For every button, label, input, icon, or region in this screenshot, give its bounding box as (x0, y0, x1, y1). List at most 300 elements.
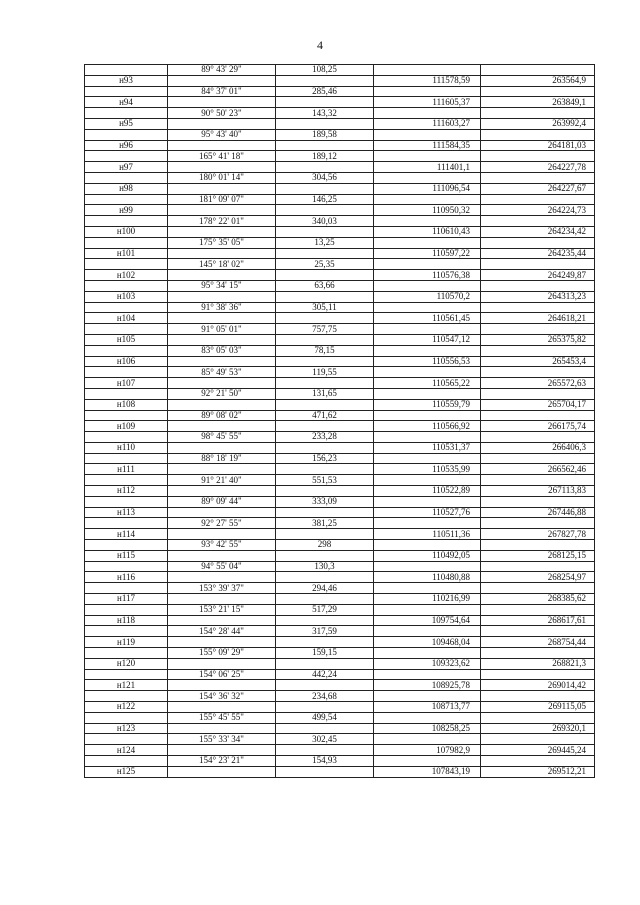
point-name-cell (85, 712, 168, 723)
direction-angle-cell: 94° 55' 04" (168, 561, 276, 572)
y-coordinate-cell (481, 540, 595, 551)
x-coordinate-cell (374, 151, 481, 162)
y-coordinate-cell (481, 432, 595, 443)
distance-cell (276, 270, 374, 281)
x-coordinate-cell: 111603,27 (374, 118, 481, 129)
y-coordinate-cell: 269512,21 (481, 766, 595, 777)
y-coordinate-cell (481, 108, 595, 119)
y-coordinate-cell (481, 237, 595, 248)
direction-angle-cell: 89° 09' 44" (168, 496, 276, 507)
y-coordinate-cell (481, 367, 595, 378)
direction-angle-cell: 92° 21' 50" (168, 388, 276, 399)
distance-cell: 317,59 (276, 626, 374, 637)
point-name-cell: н96 (85, 140, 168, 151)
table-row (85, 151, 595, 162)
distance-cell: 294,46 (276, 583, 374, 594)
direction-angle-cell: 155° 09' 29" (168, 648, 276, 659)
table-row (85, 324, 595, 335)
table-row (85, 529, 595, 540)
distance-cell: 189,58 (276, 129, 374, 140)
x-coordinate-cell (374, 302, 481, 313)
direction-angle-cell: 95° 34' 15" (168, 280, 276, 291)
point-name-cell: н124 (85, 745, 168, 756)
distance-cell: 154,93 (276, 756, 374, 767)
distance-cell (276, 421, 374, 432)
y-coordinate-cell: 265704,17 (481, 399, 595, 410)
table-row (85, 388, 595, 399)
distance-cell: 119,55 (276, 367, 374, 378)
x-coordinate-cell (374, 453, 481, 464)
distance-cell (276, 766, 374, 777)
x-coordinate-cell (374, 691, 481, 702)
x-coordinate-cell: 111584,35 (374, 140, 481, 151)
x-coordinate-cell (374, 604, 481, 615)
x-coordinate-cell: 109468,04 (374, 637, 481, 648)
table-row (85, 75, 595, 86)
x-coordinate-cell: 110559,79 (374, 399, 481, 410)
point-name-cell: н97 (85, 162, 168, 173)
x-coordinate-cell (374, 583, 481, 594)
y-coordinate-cell: 264224,73 (481, 205, 595, 216)
point-name-cell (85, 345, 168, 356)
direction-angle-cell: 88° 18' 19" (168, 453, 276, 464)
distance-cell: 108,25 (276, 65, 374, 76)
distance-cell: 305,11 (276, 302, 374, 313)
distance-cell (276, 226, 374, 237)
x-coordinate-cell (374, 475, 481, 486)
distance-cell (276, 205, 374, 216)
x-coordinate-cell (374, 345, 481, 356)
y-coordinate-cell: 268254,97 (481, 572, 595, 583)
table-row (85, 712, 595, 723)
direction-angle-cell: 155° 45' 55" (168, 712, 276, 723)
table-row (85, 658, 595, 669)
x-coordinate-cell: 110561,45 (374, 313, 481, 324)
table-row (85, 140, 595, 151)
x-coordinate-cell (374, 540, 481, 551)
direction-angle-cell: 89° 08' 02" (168, 410, 276, 421)
table-row (85, 669, 595, 680)
y-coordinate-cell (481, 583, 595, 594)
distance-cell: 340,03 (276, 216, 374, 227)
direction-angle-cell: 85° 49' 53" (168, 367, 276, 378)
direction-angle-cell (168, 205, 276, 216)
point-name-cell: н113 (85, 507, 168, 518)
direction-angle-cell (168, 356, 276, 367)
point-name-cell: н117 (85, 594, 168, 605)
direction-angle-cell (168, 313, 276, 324)
x-coordinate-cell: 107982,9 (374, 745, 481, 756)
distance-cell: 156,23 (276, 453, 374, 464)
x-coordinate-cell: 111401,1 (374, 162, 481, 173)
table-row (85, 410, 595, 421)
point-name-cell: н93 (85, 75, 168, 86)
distance-cell: 285,46 (276, 86, 374, 97)
direction-angle-cell (168, 572, 276, 583)
y-coordinate-cell (481, 151, 595, 162)
y-coordinate-cell: 264235,44 (481, 248, 595, 259)
distance-cell: 471,62 (276, 410, 374, 421)
direction-angle-cell (168, 421, 276, 432)
point-name-cell (85, 669, 168, 680)
y-coordinate-cell: 268385,62 (481, 594, 595, 605)
table-row (85, 766, 595, 777)
y-coordinate-cell (481, 345, 595, 356)
y-coordinate-cell: 269445,24 (481, 745, 595, 756)
table-row (85, 129, 595, 140)
table-row (85, 291, 595, 302)
table-row (85, 496, 595, 507)
point-name-cell (85, 216, 168, 227)
direction-angle-cell: 154° 23' 21" (168, 756, 276, 767)
table-row (85, 550, 595, 561)
x-coordinate-cell: 110547,12 (374, 334, 481, 345)
distance-cell: 302,45 (276, 734, 374, 745)
direction-angle-cell (168, 334, 276, 345)
x-coordinate-cell: 110531,37 (374, 442, 481, 453)
coordinates-table (84, 64, 595, 778)
point-name-cell: н123 (85, 723, 168, 734)
table-row (85, 248, 595, 259)
table-row (85, 432, 595, 443)
table-row (85, 680, 595, 691)
y-coordinate-cell: 268754,44 (481, 637, 595, 648)
table-row (85, 280, 595, 291)
distance-cell: 298 (276, 540, 374, 551)
y-coordinate-cell: 268617,61 (481, 615, 595, 626)
table-row (85, 464, 595, 475)
distance-cell (276, 118, 374, 129)
distance-cell (276, 162, 374, 173)
point-name-cell (85, 259, 168, 270)
y-coordinate-cell (481, 691, 595, 702)
y-coordinate-cell: 264618,21 (481, 313, 595, 324)
point-name-cell (85, 172, 168, 183)
point-name-cell: н119 (85, 637, 168, 648)
point-name-cell: н110 (85, 442, 168, 453)
y-coordinate-cell: 268125,15 (481, 550, 595, 561)
direction-angle-cell (168, 97, 276, 108)
table-row (85, 313, 595, 324)
x-coordinate-cell (374, 65, 481, 76)
table-row (85, 183, 595, 194)
distance-cell (276, 291, 374, 302)
point-name-cell: н116 (85, 572, 168, 583)
y-coordinate-cell (481, 86, 595, 97)
point-name-cell (85, 129, 168, 140)
distance-cell (276, 529, 374, 540)
direction-angle-cell: 90° 50' 23" (168, 108, 276, 119)
y-coordinate-cell: 264249,87 (481, 270, 595, 281)
distance-cell: 143,32 (276, 108, 374, 119)
point-name-cell (85, 388, 168, 399)
distance-cell (276, 723, 374, 734)
table-row (85, 453, 595, 464)
x-coordinate-cell: 108925,78 (374, 680, 481, 691)
point-name-cell: н99 (85, 205, 168, 216)
x-coordinate-cell: 110527,76 (374, 507, 481, 518)
point-name-cell: н118 (85, 615, 168, 626)
point-name-cell: н95 (85, 118, 168, 129)
y-coordinate-cell (481, 410, 595, 421)
distance-cell (276, 313, 374, 324)
point-name-cell (85, 561, 168, 572)
distance-cell (276, 97, 374, 108)
distance-cell: 304,56 (276, 172, 374, 183)
y-coordinate-cell: 266562,46 (481, 464, 595, 475)
distance-cell (276, 334, 374, 345)
distance-cell (276, 248, 374, 259)
point-name-cell (85, 194, 168, 205)
y-coordinate-cell: 264227,67 (481, 183, 595, 194)
point-name-cell (85, 496, 168, 507)
y-coordinate-cell (481, 496, 595, 507)
direction-angle-cell (168, 226, 276, 237)
distance-cell: 25,35 (276, 259, 374, 270)
x-coordinate-cell (374, 216, 481, 227)
y-coordinate-cell (481, 388, 595, 399)
y-coordinate-cell (481, 216, 595, 227)
x-coordinate-cell (374, 410, 481, 421)
y-coordinate-cell: 267113,83 (481, 486, 595, 497)
table-row (85, 118, 595, 129)
direction-angle-cell: 155° 33' 34" (168, 734, 276, 745)
direction-angle-cell: 84° 37' 01" (168, 86, 276, 97)
direction-angle-cell: 91° 38' 36" (168, 302, 276, 313)
table-row (85, 399, 595, 410)
y-coordinate-cell: 265375,82 (481, 334, 595, 345)
table-row (85, 367, 595, 378)
point-name-cell (85, 280, 168, 291)
y-coordinate-cell: 269014,42 (481, 680, 595, 691)
x-coordinate-cell: 110610,43 (374, 226, 481, 237)
distance-cell (276, 507, 374, 518)
distance-cell: 233,28 (276, 432, 374, 443)
table-row (85, 216, 595, 227)
point-name-cell (85, 324, 168, 335)
direction-angle-cell (168, 658, 276, 669)
point-name-cell: н105 (85, 334, 168, 345)
distance-cell (276, 442, 374, 453)
point-name-cell: н107 (85, 378, 168, 389)
distance-cell: 551,53 (276, 475, 374, 486)
table-row (85, 475, 595, 486)
table-row (85, 172, 595, 183)
table-row (85, 421, 595, 432)
x-coordinate-cell: 110556,53 (374, 356, 481, 367)
y-coordinate-cell (481, 172, 595, 183)
direction-angle-cell: 91° 05' 01" (168, 324, 276, 335)
table-row (85, 637, 595, 648)
point-name-cell (85, 86, 168, 97)
distance-cell (276, 615, 374, 626)
x-coordinate-cell: 110480,88 (374, 572, 481, 583)
direction-angle-cell (168, 378, 276, 389)
x-coordinate-cell: 110522,89 (374, 486, 481, 497)
point-name-cell (85, 756, 168, 767)
point-name-cell: н112 (85, 486, 168, 497)
direction-angle-cell (168, 702, 276, 713)
distance-cell (276, 572, 374, 583)
table-row (85, 270, 595, 281)
y-coordinate-cell (481, 453, 595, 464)
x-coordinate-cell: 109754,64 (374, 615, 481, 626)
x-coordinate-cell (374, 496, 481, 507)
distance-cell (276, 183, 374, 194)
point-name-cell (85, 540, 168, 551)
x-coordinate-cell: 110511,36 (374, 529, 481, 540)
y-coordinate-cell: 266406,3 (481, 442, 595, 453)
x-coordinate-cell (374, 756, 481, 767)
y-coordinate-cell: 264227,78 (481, 162, 595, 173)
distance-cell: 13,25 (276, 237, 374, 248)
x-coordinate-cell: 111578,59 (374, 75, 481, 86)
table-row (85, 65, 595, 76)
point-name-cell: н120 (85, 658, 168, 669)
distance-cell (276, 486, 374, 497)
x-coordinate-cell (374, 518, 481, 529)
table-row (85, 302, 595, 313)
x-coordinate-cell: 111605,37 (374, 97, 481, 108)
point-name-cell: н109 (85, 421, 168, 432)
y-coordinate-cell (481, 669, 595, 680)
table-row (85, 86, 595, 97)
distance-cell: 63,66 (276, 280, 374, 291)
x-coordinate-cell: 108258,25 (374, 723, 481, 734)
table-row (85, 561, 595, 572)
distance-cell: 333,09 (276, 496, 374, 507)
table-row (85, 345, 595, 356)
direction-angle-cell (168, 140, 276, 151)
direction-angle-cell (168, 680, 276, 691)
direction-angle-cell (168, 594, 276, 605)
direction-angle-cell: 98° 45' 55" (168, 432, 276, 443)
y-coordinate-cell: 268821,3 (481, 658, 595, 669)
y-coordinate-cell (481, 518, 595, 529)
table-row (85, 486, 595, 497)
distance-cell: 499,54 (276, 712, 374, 723)
table-row (85, 205, 595, 216)
y-coordinate-cell (481, 280, 595, 291)
table-row (85, 691, 595, 702)
distance-cell (276, 658, 374, 669)
direction-angle-cell (168, 550, 276, 561)
point-name-cell: н101 (85, 248, 168, 259)
direction-angle-cell: 93° 42' 55" (168, 540, 276, 551)
point-name-cell (85, 237, 168, 248)
distance-cell: 146,25 (276, 194, 374, 205)
direction-angle-cell: 180° 01' 14" (168, 172, 276, 183)
table-row (85, 583, 595, 594)
x-coordinate-cell (374, 388, 481, 399)
table-row (85, 442, 595, 453)
x-coordinate-cell (374, 259, 481, 270)
distance-cell (276, 550, 374, 561)
point-name-cell (85, 648, 168, 659)
x-coordinate-cell: 110950,32 (374, 205, 481, 216)
table-row (85, 540, 595, 551)
direction-angle-cell (168, 162, 276, 173)
point-name-cell: н111 (85, 464, 168, 475)
distance-cell (276, 745, 374, 756)
y-coordinate-cell: 265453,4 (481, 356, 595, 367)
point-name-cell: н121 (85, 680, 168, 691)
x-coordinate-cell (374, 324, 481, 335)
distance-cell: 442,24 (276, 669, 374, 680)
y-coordinate-cell: 267446,88 (481, 507, 595, 518)
x-coordinate-cell: 110597,22 (374, 248, 481, 259)
point-name-cell (85, 302, 168, 313)
x-coordinate-cell (374, 432, 481, 443)
point-name-cell: н94 (85, 97, 168, 108)
point-name-cell (85, 367, 168, 378)
point-name-cell: н102 (85, 270, 168, 281)
point-name-cell: н98 (85, 183, 168, 194)
y-coordinate-cell (481, 259, 595, 270)
direction-angle-cell (168, 399, 276, 410)
direction-angle-cell (168, 118, 276, 129)
y-coordinate-cell (481, 65, 595, 76)
x-coordinate-cell (374, 86, 481, 97)
point-name-cell: н104 (85, 313, 168, 324)
direction-angle-cell (168, 270, 276, 281)
table-row (85, 194, 595, 205)
x-coordinate-cell (374, 129, 481, 140)
point-name-cell (85, 410, 168, 421)
distance-cell (276, 702, 374, 713)
direction-angle-cell: 178° 22' 01" (168, 216, 276, 227)
y-coordinate-cell (481, 712, 595, 723)
point-name-cell (85, 453, 168, 464)
point-name-cell (85, 151, 168, 162)
x-coordinate-cell (374, 712, 481, 723)
table-row (85, 648, 595, 659)
point-name-cell: н106 (85, 356, 168, 367)
distance-cell: 159,15 (276, 648, 374, 659)
x-coordinate-cell: 110570,2 (374, 291, 481, 302)
table-row (85, 702, 595, 713)
distance-cell (276, 140, 374, 151)
direction-angle-cell (168, 248, 276, 259)
x-coordinate-cell: 110566,92 (374, 421, 481, 432)
distance-cell: 78,15 (276, 345, 374, 356)
point-name-cell (85, 108, 168, 119)
direction-angle-cell (168, 637, 276, 648)
table-row (85, 108, 595, 119)
distance-cell: 517,29 (276, 604, 374, 615)
distance-cell: 131,65 (276, 388, 374, 399)
x-coordinate-cell (374, 648, 481, 659)
direction-angle-cell: 153° 21' 15" (168, 604, 276, 615)
distance-cell: 189,12 (276, 151, 374, 162)
y-coordinate-cell (481, 194, 595, 205)
point-name-cell (85, 604, 168, 615)
table-row (85, 334, 595, 345)
direction-angle-cell: 154° 36' 32" (168, 691, 276, 702)
x-coordinate-cell (374, 280, 481, 291)
y-coordinate-cell: 263992,4 (481, 118, 595, 129)
table-row (85, 734, 595, 745)
point-name-cell (85, 518, 168, 529)
table-row (85, 237, 595, 248)
y-coordinate-cell: 263564,9 (481, 75, 595, 86)
table-row (85, 572, 595, 583)
distance-cell (276, 75, 374, 86)
point-name-cell: н115 (85, 550, 168, 561)
y-coordinate-cell: 264181,03 (481, 140, 595, 151)
x-coordinate-cell (374, 108, 481, 119)
distance-cell (276, 378, 374, 389)
